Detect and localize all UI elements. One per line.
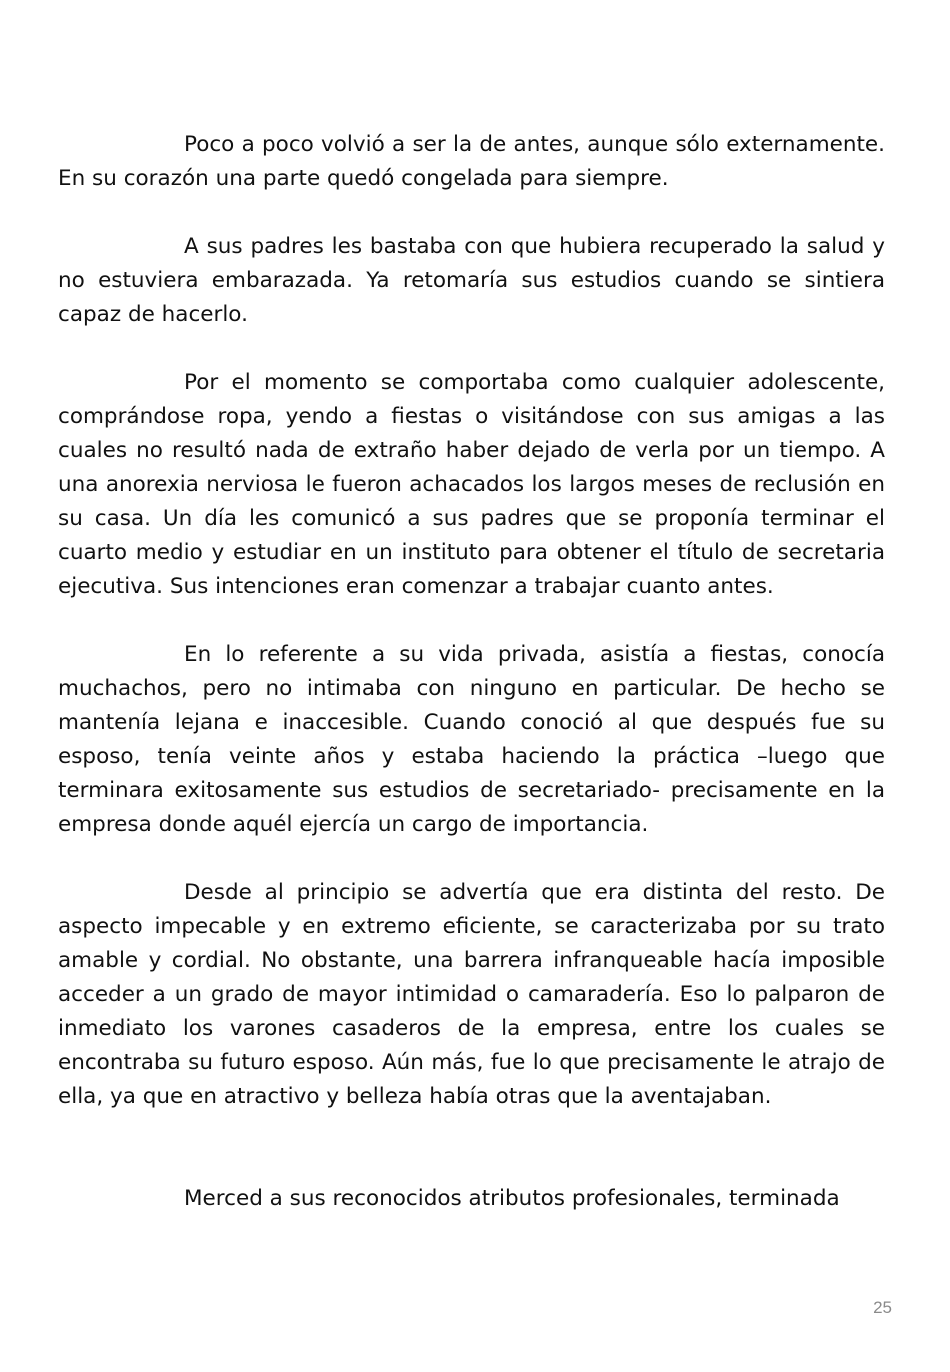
body-text: [58, 128, 885, 1250]
paragraph: Merced a sus reconocidos atributos profesionales, terminada: [184, 1186, 840, 1211]
paragraph: Por el momento se comportaba como cualquier adolescente, comprándose ropa, yendo a fiestas o visitándose con sus amigas a las cuales no resultó nada de extraño haber dejado de verla por un tiempo. A una anorexia nerviosa le fueron achacados los largos meses de reclusión en su casa. Un día les comunicó a sus padres que se proponía terminar el cuarto medio y estudiar en un instituto para obtener el título de secretaria ejecutiva. Sus intenciones eran comenzar a trabajar cuanto antes.: [58, 370, 885, 599]
paragraph: A sus padres les bastaba con que hubiera recuperado la salud y no estuviera embarazada. Ya retomaría sus estudios cuando se sintiera capaz de hacerlo.: [58, 234, 885, 327]
paragraph: Desde al principio se advertía que era distinta del resto. De aspecto impecable y en extremo eficiente, se caracterizaba por su trato amable y cordial. No obstante, una barrera infranqueable hacía imposible acceder a un grado de mayor intimidad o camaradería. Eso lo palparon de inmediato los varones casaderos de la empresa, entre los cuales se encontraba su futuro esposo. Aún más, fue lo que precisamente le atrajo de ella, ya que en atractivo y belleza había otras que la aventajaban.: [58, 880, 885, 1109]
page-number: 25: [873, 1298, 892, 1317]
paragraph: Poco a poco volvió a ser la de antes, aunque sólo externamente. En su corazón una parte quedó congelada para siempre.: [58, 132, 885, 191]
paragraph: En lo referente a su vida privada, asistía a fiestas, conocía muchachos, pero no intimaba con ninguno en particular. De hecho se mantenía lejana e inaccesible. Cuando conoció al que después fue su esposo, tenía veinte años y estaba haciendo la práctica –luego que terminara exitosamente sus estudios de secretariado- precisamente en la empresa donde aquél ejercía un cargo de importancia.: [58, 642, 885, 837]
